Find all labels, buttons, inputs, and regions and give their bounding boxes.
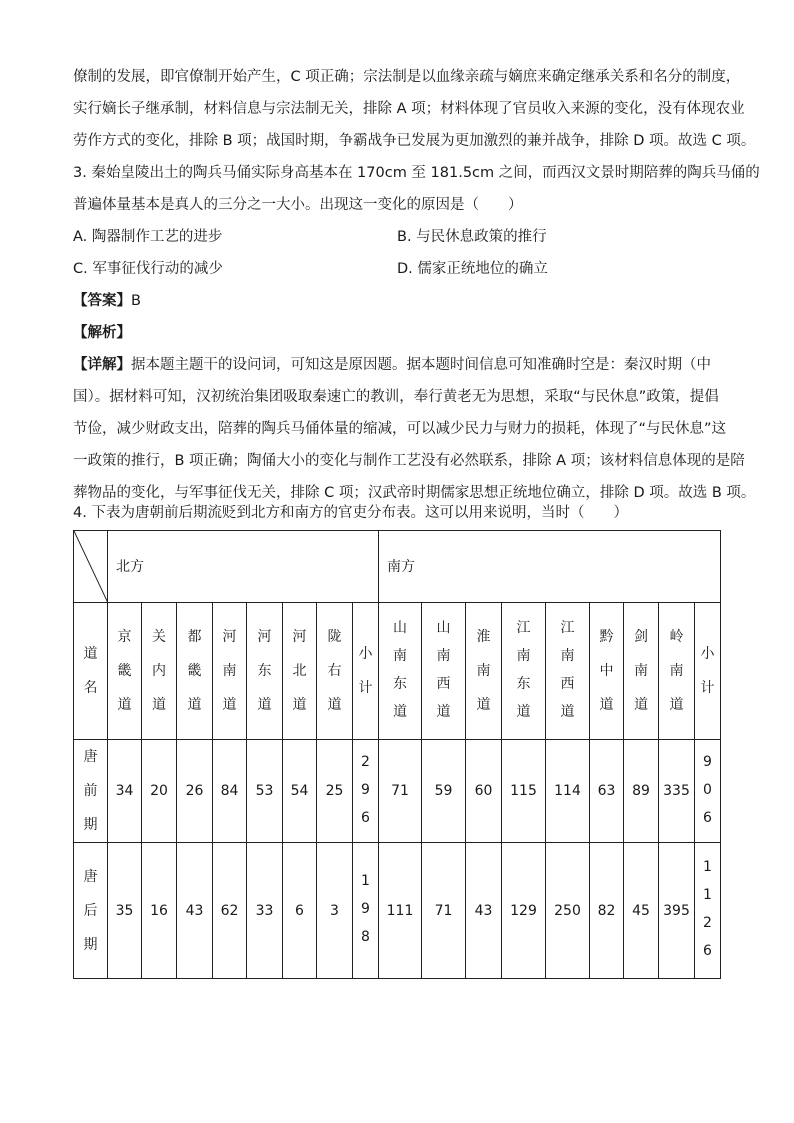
cell: 63 (590, 740, 624, 843)
col-header: 陇右道 (317, 603, 353, 740)
cell: 71 (422, 843, 466, 979)
cell: 54 (283, 740, 317, 843)
question-4-stem: 4. 下表为唐朝前后期流贬到北方和南方的官吏分布表。这可以用来说明，当时（ ） (73, 505, 628, 521)
row-label: 唐后期 (74, 843, 108, 979)
cell: 335 (659, 740, 695, 843)
cell: 60 (466, 740, 502, 843)
col-header: 黔中道 (590, 603, 624, 740)
cell: 111 (379, 843, 422, 979)
answer-value: B (131, 293, 141, 309)
cell: 53 (247, 740, 283, 843)
col-header: 小计 (353, 603, 379, 740)
cell: 115 (502, 740, 546, 843)
diagonal-line (74, 531, 108, 603)
answer-label: 【答案】 (73, 293, 131, 309)
cell: 250 (546, 843, 590, 979)
option-c: C. 军事征伐行动的减少 (73, 261, 223, 277)
col-header: 河北道 (283, 603, 317, 740)
col-header: 淮南道 (466, 603, 502, 740)
analysis-label: 【解析】 (73, 325, 131, 341)
col-header: 河南道 (213, 603, 247, 740)
detail-line-3: 节俭，减少财政支出，陪葬的陶兵马俑体量的缩减，可以减少民力与财力的损耗，体现了“与民休息”这 (73, 421, 727, 437)
col-header: 小计 (695, 603, 721, 740)
question-3-stem-2: 普遍体量基本是真人的三分之一大小。出现这一变化的原因是（ ） (73, 197, 523, 213)
col-header: 岭南道 (659, 603, 695, 740)
option-b: B. 与民休息政策的推行 (397, 229, 547, 245)
cell-subtotal: 198 (353, 843, 379, 979)
cell: 84 (213, 740, 247, 843)
question-3-stem-1: 3. 秦始皇陵出土的陶兵马俑实际身高基本在 170cm 至 181.5cm 之间，而西汉文景时期陪葬的陶兵马俑的 (73, 165, 760, 181)
detail-line-5: 葬物品的变化，与军事征伐无关，排除 C 项；汉武帝时期儒家思想正统地位确立，排除 D 项。故选 B 项。 (73, 485, 756, 501)
cell-subtotal: 1126 (695, 843, 721, 979)
analysis-line-3: 劳作方式的变化，排除 B 项；战国时期，争霸战争已发展为更加激烈的兼并战争，排除 D 项。故选 C 项。 (73, 133, 756, 149)
header-corner-cell (74, 531, 108, 603)
cell: 395 (659, 843, 695, 979)
cell-subtotal: 906 (695, 740, 721, 843)
col-header: 剑南道 (624, 603, 659, 740)
detail-line-1 (73, 355, 723, 375)
cell-subtotal: 296 (353, 740, 379, 843)
cell: 6 (283, 843, 317, 979)
row-header-dao: 道名 (74, 603, 108, 740)
analysis-line-2: 实行嫡长子继承制，材料信息与宗法制无关，排除 A 项；材料体现了官员收入来源的变化，没有体现农业 (73, 101, 745, 117)
detail-line-4: 一政策的推行，B 项正确；陶俑大小的变化与制作工艺没有必然联系，排除 A 项；该材料信息体现的是陪 (73, 453, 745, 469)
analysis-line-1: 僚制的发展，即官僚制开始产生，C 项正确；宗法制是以血缘亲疏与嫡庶来确定继承关系和名分的制度， (73, 69, 741, 85)
detail-text-1: 据本题主题干的设问词，可知这是原因题。据本题时间信息可知准确时空是：秦汉时期（中 (131, 357, 711, 373)
cell: 16 (142, 843, 177, 979)
detail-label: 【详解】 (73, 357, 131, 373)
cell: 26 (177, 740, 213, 843)
option-d: D. 儒家正统地位的确立 (397, 261, 548, 277)
cell: 129 (502, 843, 546, 979)
cell: 3 (317, 843, 353, 979)
official-distribution-table (73, 530, 721, 979)
table-row (74, 740, 721, 843)
cell: 114 (546, 740, 590, 843)
analysis-heading (73, 323, 723, 343)
cell: 34 (108, 740, 142, 843)
col-header: 关内道 (142, 603, 177, 740)
col-header: 江南西道 (546, 603, 590, 740)
cell: 33 (247, 843, 283, 979)
cell: 35 (108, 843, 142, 979)
cell: 43 (177, 843, 213, 979)
cell: 59 (422, 740, 466, 843)
cell: 25 (317, 740, 353, 843)
col-header: 都畿道 (177, 603, 213, 740)
answer-line (73, 291, 723, 311)
row-label: 唐前期 (74, 740, 108, 843)
cell: 43 (466, 843, 502, 979)
cell: 71 (379, 740, 422, 843)
detail-line-2: 国）。据材料可知，汉初统治集团吸取秦速亡的教训，奉行黄老无为思想，采取“与民休息”政策，提倡 (73, 389, 719, 405)
cell: 89 (624, 740, 659, 843)
cell: 20 (142, 740, 177, 843)
col-header: 江南东道 (502, 603, 546, 740)
cell: 62 (213, 843, 247, 979)
north-header: 北方 (108, 531, 379, 603)
south-header: 南方 (379, 531, 721, 603)
col-header: 河东道 (247, 603, 283, 740)
cell: 82 (590, 843, 624, 979)
cell: 45 (624, 843, 659, 979)
table-row (74, 843, 721, 979)
option-a: A. 陶器制作工艺的进步 (73, 229, 223, 245)
col-header: 京畿道 (108, 603, 142, 740)
col-header: 山南东道 (379, 603, 422, 740)
col-header: 山南西道 (422, 603, 466, 740)
